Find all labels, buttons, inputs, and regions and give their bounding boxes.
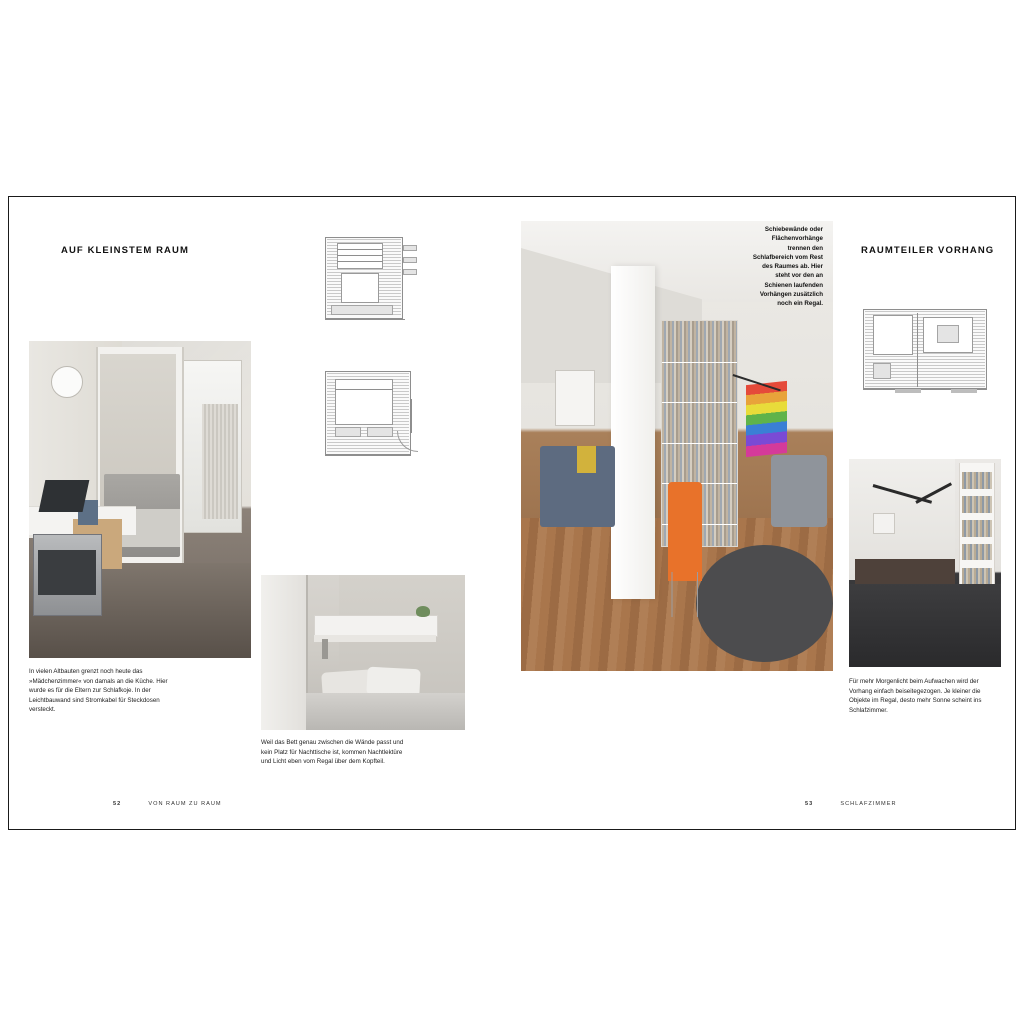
folio-label-left: VON RAUM ZU RAUM bbox=[148, 801, 222, 807]
floorplan-curtain-room bbox=[859, 307, 995, 407]
floorplan-elevation bbox=[321, 235, 419, 321]
folio-left bbox=[113, 801, 222, 807]
folio-right bbox=[805, 801, 897, 807]
caption-small-bedroom: Weil das Bett genau zwischen die Wände passt und kein Platz für Nachttische ist, kommen Nachtlektüre und Licht eben vom Regal über dem Kopfteil. bbox=[261, 739, 404, 766]
folio-number-right: 53 bbox=[805, 801, 814, 807]
folio-number-left: 52 bbox=[113, 801, 122, 807]
left-page bbox=[9, 197, 513, 829]
page-title-right: RAUMTEILER VORHANG bbox=[861, 245, 995, 256]
sidenote-right: Schiebewände oder Flächenvorhänge trennen den Schlafbereich vom Rest des Raumes ab. Hier steht vor den an Schienen laufenden Vorhängen zusätzlich noch ein Regal. bbox=[752, 226, 823, 308]
book-spread bbox=[8, 196, 1016, 830]
folio-label-right: SCHLAFZIMMER bbox=[840, 801, 897, 807]
floorplan-top bbox=[321, 369, 425, 469]
photo-kitchen-bedroom bbox=[29, 341, 251, 658]
caption-kitchen: In vielen Altbauten grenzt noch heute das »Mädchenzimmer« von damals an die Küche. Hier wurde es für die Eltern zur Schlafkoje. In der Leichtbauwand sind Stromkabel für Steckdosen versteckt. bbox=[29, 668, 168, 714]
photo-small-bedroom bbox=[261, 575, 465, 730]
caption-bedroom-curtain: Für mehr Morgenlicht beim Aufwachen wird der Vorhang einfach beiseitegezogen. Je kleiner die Objekte im Regal, desto mehr Sonne scheint ins Schlafzimmer. bbox=[849, 678, 982, 714]
page-title-left: AUF KLEINSTEM RAUM bbox=[61, 245, 189, 256]
right-page bbox=[513, 197, 1016, 829]
photo-bedroom-curtain bbox=[849, 459, 1001, 667]
